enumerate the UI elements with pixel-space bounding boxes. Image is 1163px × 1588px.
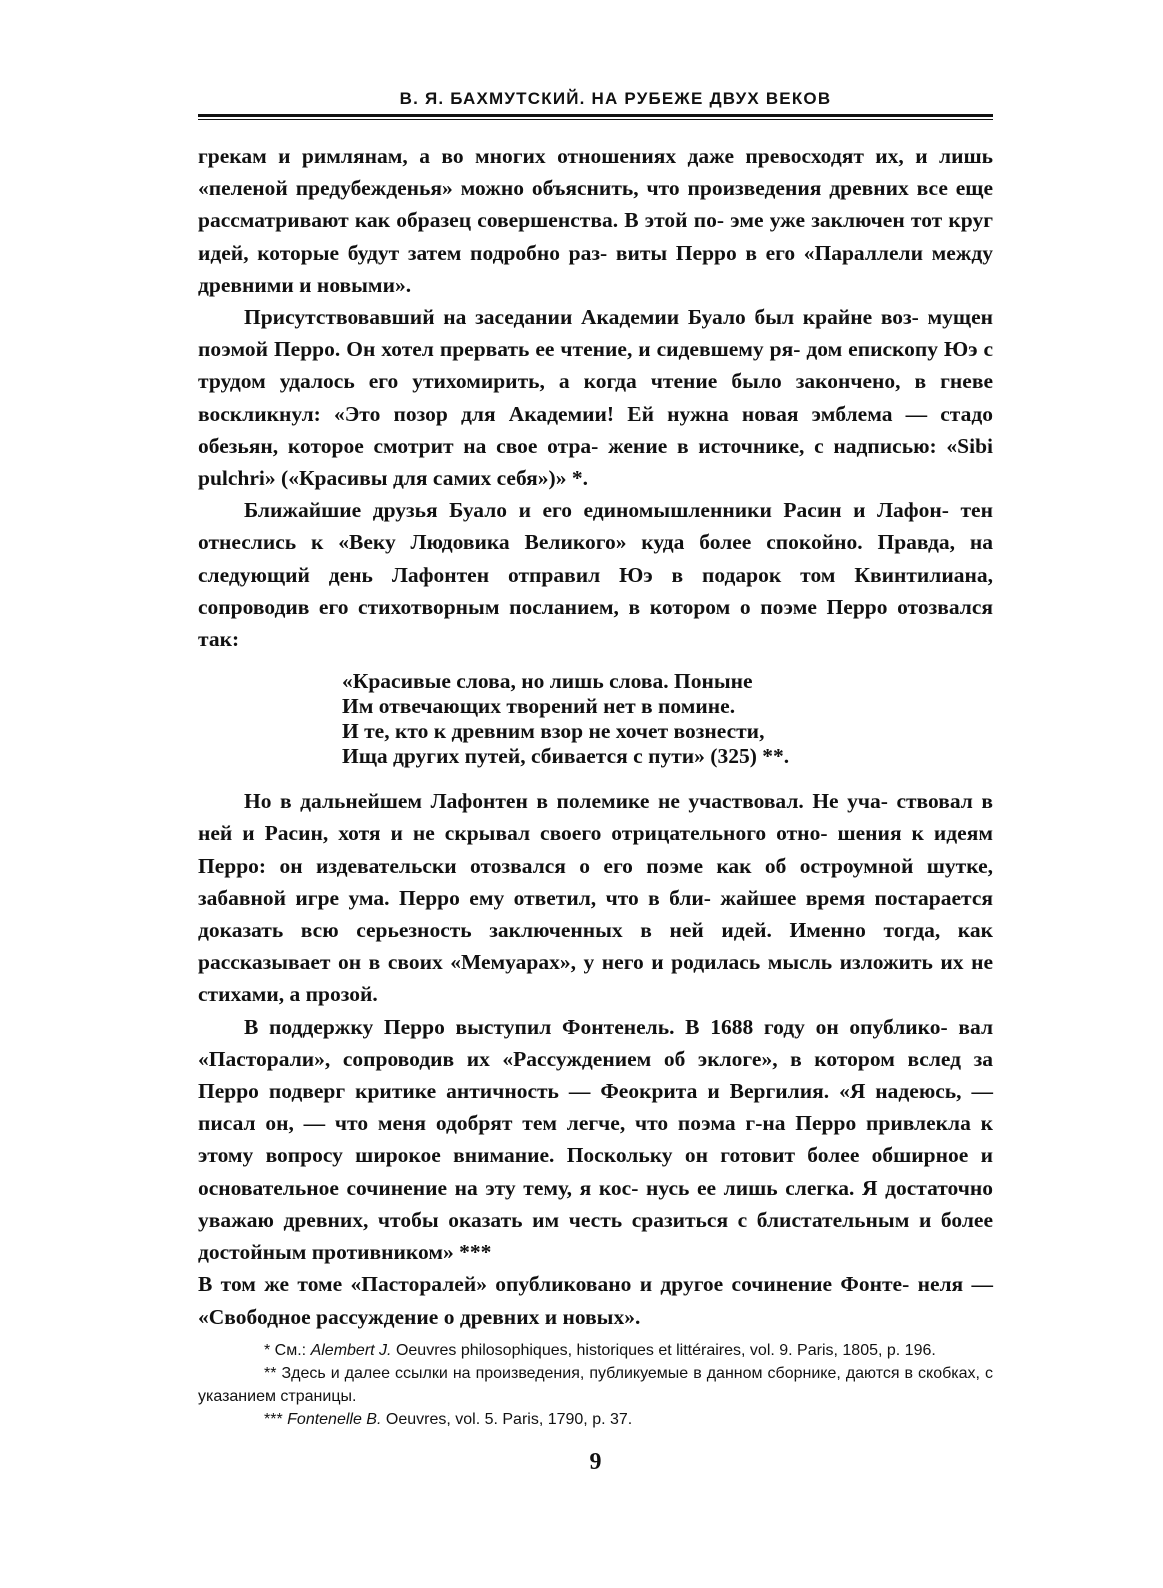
text-line: эме уже заключен тот круг идей, которые будут затем подробно раз- xyxy=(198,208,993,265)
text-line: у него и родилась мысль изложить их не стихами, а прозой. xyxy=(198,950,993,1007)
text-line: в ней идей. Именно тогда, как рассказывает он в своих «Мемуарах», xyxy=(198,918,994,975)
paragraph-3 xyxy=(198,494,993,655)
header-rule-thick xyxy=(198,114,993,117)
body-text xyxy=(198,140,993,1333)
verse-line: Ища других путей, сбивается с пути» (325) **. xyxy=(342,744,790,769)
text-line: Правда, на следующий день Лафонтен отправил Юэ в подарок том xyxy=(198,530,994,587)
paragraph-1 xyxy=(198,140,993,301)
text-line: жение в источнике, с надписью: «Sibi pulchri» («Красивы для самих xyxy=(198,433,994,491)
footnote-2 xyxy=(198,1362,993,1408)
footnote-mark: * См.: xyxy=(264,1341,307,1359)
footnote-author: Fontenelle B. xyxy=(287,1410,382,1428)
text-line: древних все еще рассматривают как образец совершенства. В этой по- xyxy=(198,176,993,233)
footnote-author: Alembert J. xyxy=(310,1341,392,1359)
text-line: Присутствовавший на заседании Академии Буало был крайне воз- xyxy=(244,305,919,330)
paragraph-5 xyxy=(198,1011,993,1269)
verse-line: Им отвечающих творений нет в помине. xyxy=(342,694,736,719)
text-line: остроумной шутке, забавной игре ума. Перро ему ответил, что в бли- xyxy=(198,853,993,910)
footnotes xyxy=(198,1339,993,1431)
text-line: виты Перро в его «Параллели между древними и новыми». xyxy=(198,240,994,297)
text-line: вслед за Перро подверг критике античность — Феокрита и Вергилия. xyxy=(198,1046,994,1104)
text-line: Ближайшие друзья Буало и его единомышленники Расин и Лафон- xyxy=(244,498,949,523)
text-line: грекам и римлянам, а во многих отношениях даже превосходят их, xyxy=(198,144,904,168)
book-page xyxy=(198,86,993,1476)
footnote-text: Oeuvres philosophiques, historiques et littéraires, vol. 9. Paris, 1805, p. 196. xyxy=(395,1341,936,1359)
text-line: «Я надеюсь, — писал он, — что меня одобрят тем легче, что поэма г-на xyxy=(198,1079,993,1136)
text-line: неля — «Свободное рассуждение о древних и новых». xyxy=(198,1272,994,1329)
paragraph-4 xyxy=(198,785,993,1010)
text-line: Квинтилиана, сопроводив его стихотворным посланием, в котором xyxy=(198,562,994,619)
text-line: и лишь «пеленой предубежденья» можно объяснить, что произведения xyxy=(198,144,994,201)
text-line: шения к идеям Перро: он издевательски отозвался о его поэме как об xyxy=(198,821,993,878)
text-line: вал «Пасторали», сопроводив их «Рассуждением об эклоге», в котором xyxy=(198,1014,994,1071)
footnote-text: Oeuvres, vol. 5. Paris, 1790, p. 37. xyxy=(385,1410,633,1428)
text-line: Но в дальнейшем Лафонтен в полемике не участвовал. Не уча- xyxy=(244,789,888,814)
page-number: 9 xyxy=(589,1448,602,1475)
text-line: жайшее время постарается доказать всю серьезность заключенных xyxy=(198,885,994,943)
text-line: дом епископу Юэ с трудом удалось его утихомирить, а когда чтение xyxy=(198,337,993,394)
text-line: было закончено, в гневе воскликнул: «Это позор для Академии! Ей xyxy=(198,369,994,426)
header-rule-thin xyxy=(198,119,993,120)
footnote-mark: ** xyxy=(264,1364,277,1382)
footnote-mark: *** xyxy=(264,1410,283,1428)
running-head: В. Я. БАХМУТСКИЙ. НА РУБЕЖЕ ДВУХ ВЕКОВ xyxy=(399,89,832,108)
text-line: о поэме Перро отозвался так: xyxy=(198,594,994,652)
text-line: В том же томе «Пасторалей» опубликовано и другое сочинение Фонте- xyxy=(198,1272,910,1297)
text-line: честь сразиться с блистательным и более достойным противником» *** xyxy=(198,1207,993,1265)
text-line: готовит более обширное и основательное сочинение на эту тему, я кос- xyxy=(198,1143,993,1200)
paragraph-6 xyxy=(198,1268,993,1332)
footnote-1 xyxy=(198,1339,993,1362)
text-line: нужна новая эмблема — стадо обезьян, которое смотрит на свое отра- xyxy=(198,401,994,458)
verse-quote xyxy=(342,669,993,769)
verse-line: «Красивые слова, но лишь слова. Поныне xyxy=(342,669,753,694)
verse-line: И те, кто к древним взор не хочет вознести, xyxy=(342,719,765,744)
text-line: мущен поэмой Перро. Он хотел прервать ее чтение, и сидевшему ря- xyxy=(198,305,994,362)
text-line: В поддержку Перро выступил Фонтенель. В 1688 году он опублико- xyxy=(244,1014,948,1039)
footnote-3 xyxy=(198,1408,993,1431)
text-line: Перро привлекла к этому вопросу широкое внимание. Поскольку он xyxy=(198,1111,994,1168)
text-line: нусь ее лишь слегка. Я достаточно уважаю древних, чтобы оказать им xyxy=(198,1175,993,1232)
text-line: тен отнеслись к «Веку Людовика Великого» куда более спокойно. xyxy=(198,498,993,555)
text-line: ствовал в ней и Расин, хотя и не скрывал своего отрицательного отно- xyxy=(198,789,993,846)
text-line: себя»)» *. xyxy=(496,466,588,491)
footnote-text: Здесь и далее ссылки на произведения, публикуемые в данном сборнике, даются в скобках, с указанием страницы. xyxy=(198,1364,993,1405)
paragraph-2 xyxy=(198,301,993,494)
